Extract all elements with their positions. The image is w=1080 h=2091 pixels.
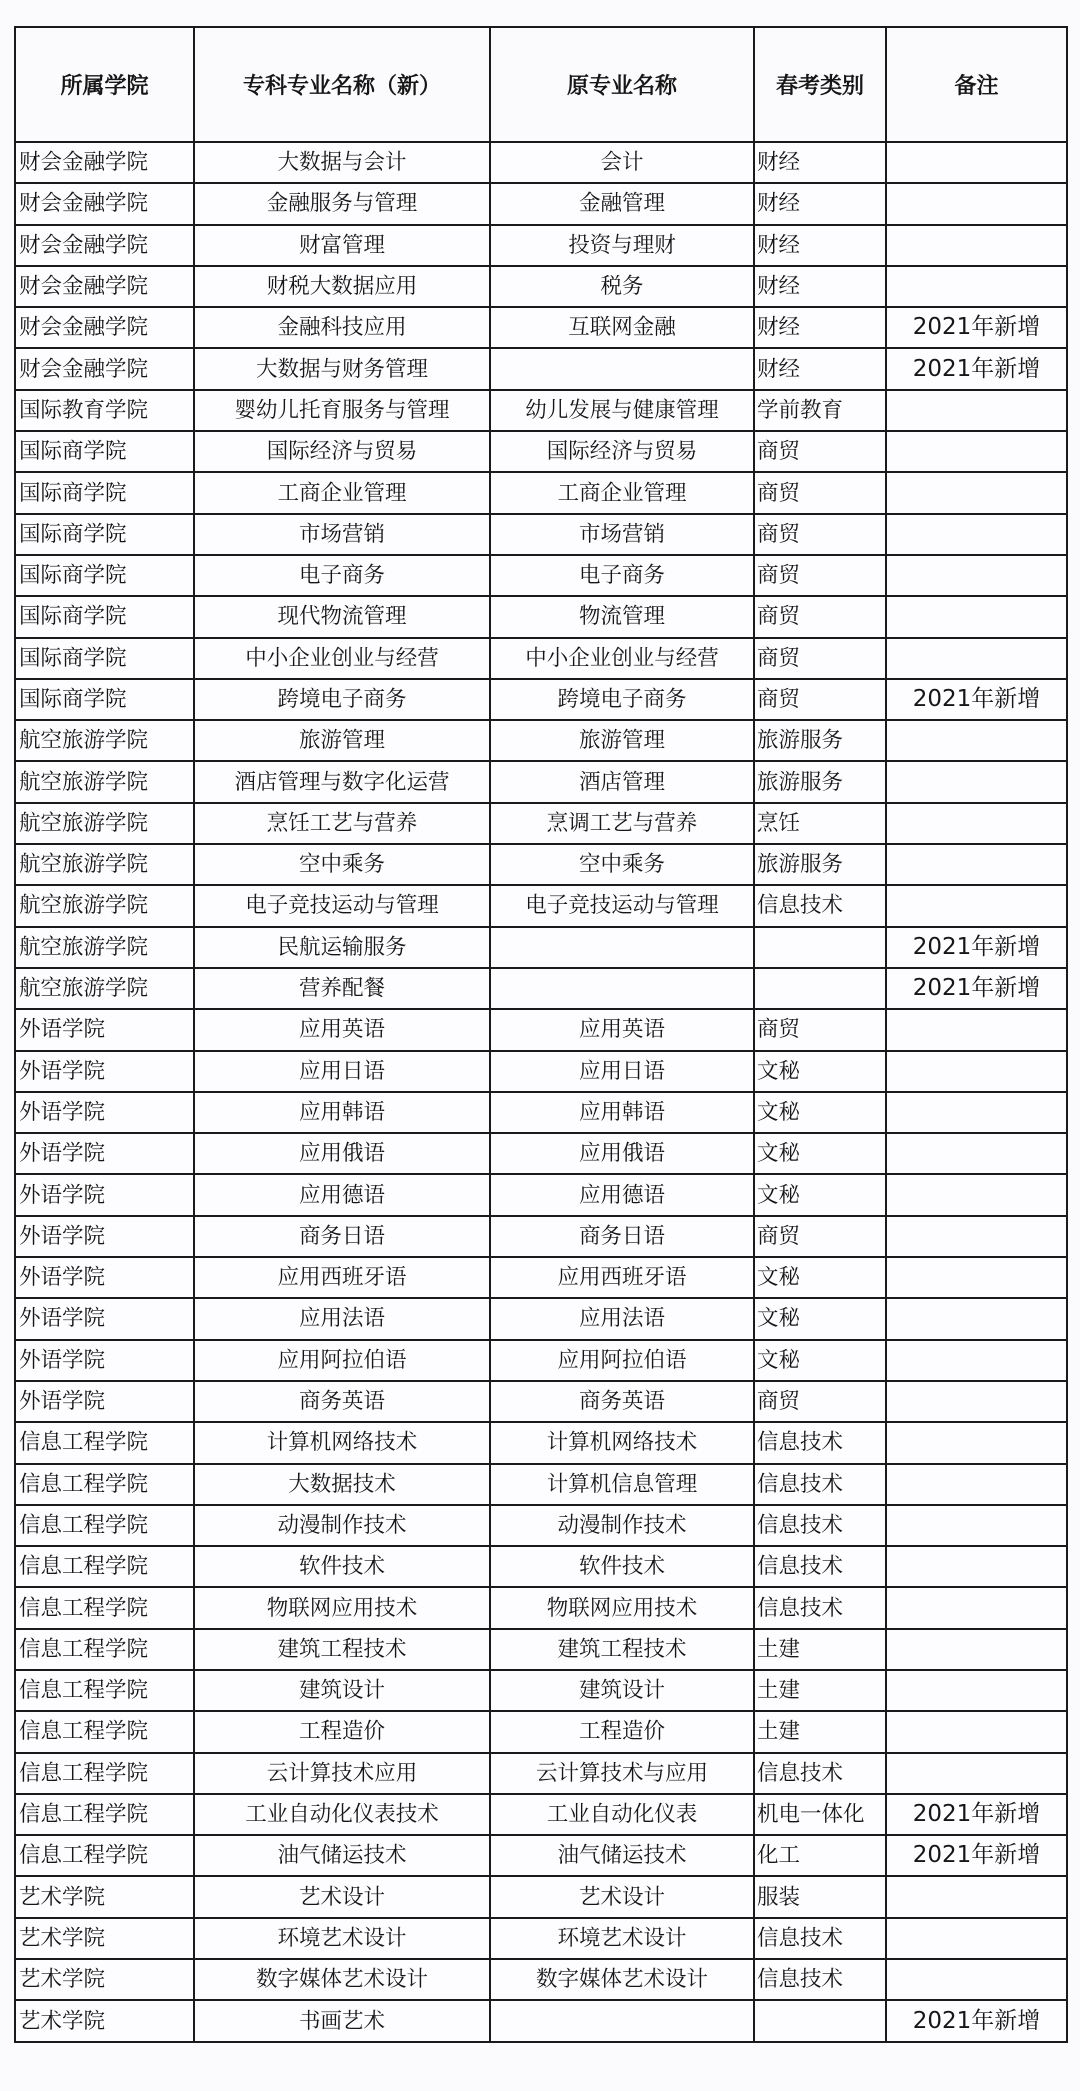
cell-note (886, 720, 1067, 761)
table-row (15, 885, 1067, 926)
cell-old-major: 物联网应用技术 (490, 1587, 754, 1628)
cell-college: 国际商学院 (15, 514, 194, 555)
cell-note (886, 1546, 1067, 1587)
cell-note (886, 266, 1067, 307)
cell-college: 信息工程学院 (15, 1753, 194, 1794)
cell-exam-category: 商贸 (754, 1216, 886, 1257)
table-row (15, 638, 1067, 679)
table-row (15, 1216, 1067, 1257)
cell-college: 外语学院 (15, 1051, 194, 1092)
cell-old-major: 油气储运技术 (490, 1835, 754, 1876)
cell-new-major: 环境艺术设计 (194, 1918, 490, 1959)
cell-exam-category: 商贸 (754, 679, 886, 720)
cell-college: 信息工程学院 (15, 1464, 194, 1505)
table-row (15, 514, 1067, 555)
cell-exam-category: 旅游服务 (754, 844, 886, 885)
cell-exam-category (754, 968, 886, 1009)
table-row (15, 968, 1067, 1009)
table-row (15, 225, 1067, 266)
cell-note (886, 1959, 1067, 2000)
cell-exam-category: 服装 (754, 1876, 886, 1917)
cell-exam-category: 机电一体化 (754, 1794, 886, 1835)
cell-college: 信息工程学院 (15, 1629, 194, 1670)
cell-note (886, 1918, 1067, 1959)
cell-new-major: 烹饪工艺与营养 (194, 803, 490, 844)
table-row (15, 1753, 1067, 1794)
cell-note (886, 555, 1067, 596)
cell-college: 国际商学院 (15, 472, 194, 513)
cell-new-major: 应用韩语 (194, 1092, 490, 1133)
header-old-major: 原专业名称 (490, 27, 754, 142)
cell-new-major: 大数据与会计 (194, 142, 490, 183)
cell-note (886, 1587, 1067, 1628)
cell-exam-category: 旅游服务 (754, 761, 886, 802)
table-row (15, 183, 1067, 224)
cell-college: 信息工程学院 (15, 1835, 194, 1876)
table-row (15, 1711, 1067, 1752)
cell-new-major: 财税大数据应用 (194, 266, 490, 307)
cell-college: 信息工程学院 (15, 1546, 194, 1587)
cell-note (886, 225, 1067, 266)
table-row (15, 1670, 1067, 1711)
cell-new-major: 民航运输服务 (194, 927, 490, 968)
header-note: 备注 (886, 27, 1067, 142)
cell-old-major: 软件技术 (490, 1546, 754, 1587)
cell-new-major: 市场营销 (194, 514, 490, 555)
cell-exam-category: 信息技术 (754, 1918, 886, 1959)
cell-new-major: 工业自动化仪表技术 (194, 1794, 490, 1835)
table-row (15, 1629, 1067, 1670)
cell-new-major: 中小企业创业与经营 (194, 638, 490, 679)
cell-new-major: 空中乘务 (194, 844, 490, 885)
table-row (15, 307, 1067, 348)
cell-old-major: 工业自动化仪表 (490, 1794, 754, 1835)
cell-exam-category: 文秘 (754, 1298, 886, 1339)
cell-new-major: 商务英语 (194, 1381, 490, 1422)
table-row (15, 1794, 1067, 1835)
table-row (15, 927, 1067, 968)
cell-college: 外语学院 (15, 1092, 194, 1133)
cell-old-major: 应用德语 (490, 1174, 754, 1215)
cell-exam-category: 商贸 (754, 638, 886, 679)
cell-old-major: 应用韩语 (490, 1092, 754, 1133)
cell-college: 航空旅游学院 (15, 720, 194, 761)
cell-exam-category: 商贸 (754, 472, 886, 513)
cell-exam-category: 土建 (754, 1629, 886, 1670)
table-row (15, 1009, 1067, 1050)
header-new-major: 专科专业名称（新） (194, 27, 490, 142)
cell-old-major: 跨境电子商务 (490, 679, 754, 720)
cell-old-major: 旅游管理 (490, 720, 754, 761)
cell-college: 航空旅游学院 (15, 761, 194, 802)
table-row (15, 1587, 1067, 1628)
table-row (15, 390, 1067, 431)
cell-note (886, 472, 1067, 513)
cell-college: 国际教育学院 (15, 390, 194, 431)
cell-old-major: 计算机网络技术 (490, 1422, 754, 1463)
cell-note (886, 638, 1067, 679)
cell-note (886, 1505, 1067, 1546)
cell-college: 财会金融学院 (15, 348, 194, 389)
cell-old-major: 应用法语 (490, 1298, 754, 1339)
table-row (15, 596, 1067, 637)
cell-exam-category: 信息技术 (754, 885, 886, 926)
cell-old-major: 烹调工艺与营养 (490, 803, 754, 844)
cell-note (886, 1051, 1067, 1092)
cell-old-major: 幼儿发展与健康管理 (490, 390, 754, 431)
cell-college: 信息工程学院 (15, 1422, 194, 1463)
cell-new-major: 旅游管理 (194, 720, 490, 761)
table-row (15, 679, 1067, 720)
cell-college: 外语学院 (15, 1216, 194, 1257)
cell-old-major: 金融管理 (490, 183, 754, 224)
cell-old-major: 环境艺术设计 (490, 1918, 754, 1959)
cell-college: 航空旅游学院 (15, 968, 194, 1009)
cell-new-major: 应用日语 (194, 1051, 490, 1092)
cell-exam-category (754, 2000, 886, 2041)
cell-college: 信息工程学院 (15, 1794, 194, 1835)
cell-new-major: 现代物流管理 (194, 596, 490, 637)
cell-exam-category: 文秘 (754, 1133, 886, 1174)
cell-new-major: 数字媒体艺术设计 (194, 1959, 490, 2000)
cell-note (886, 1629, 1067, 1670)
cell-exam-category: 财经 (754, 307, 886, 348)
cell-college: 财会金融学院 (15, 183, 194, 224)
cell-note (886, 1174, 1067, 1215)
cell-exam-category (754, 927, 886, 968)
cell-old-major: 应用英语 (490, 1009, 754, 1050)
cell-note (886, 1257, 1067, 1298)
cell-college: 艺术学院 (15, 1959, 194, 2000)
table-row (15, 1174, 1067, 1215)
cell-exam-category: 学前教育 (754, 390, 886, 431)
table-row (15, 1298, 1067, 1339)
table-row (15, 472, 1067, 513)
cell-old-major: 会计 (490, 142, 754, 183)
cell-exam-category: 文秘 (754, 1174, 886, 1215)
cell-college: 航空旅游学院 (15, 927, 194, 968)
header-college: 所属学院 (15, 27, 194, 142)
cell-new-major: 大数据与财务管理 (194, 348, 490, 389)
table-row (15, 1092, 1067, 1133)
cell-exam-category: 文秘 (754, 1257, 886, 1298)
cell-college: 航空旅游学院 (15, 844, 194, 885)
cell-college: 艺术学院 (15, 1876, 194, 1917)
cell-old-major: 数字媒体艺术设计 (490, 1959, 754, 2000)
table-row (15, 1876, 1067, 1917)
majors-table-sheet (14, 26, 1066, 2043)
cell-old-major: 应用阿拉伯语 (490, 1340, 754, 1381)
cell-note (886, 885, 1067, 926)
cell-note: 2021年新增 (886, 348, 1067, 389)
cell-note (886, 142, 1067, 183)
cell-note (886, 1711, 1067, 1752)
cell-new-major: 应用阿拉伯语 (194, 1340, 490, 1381)
cell-exam-category: 商贸 (754, 431, 886, 472)
cell-note: 2021年新增 (886, 307, 1067, 348)
cell-old-major: 动漫制作技术 (490, 1505, 754, 1546)
cell-exam-category: 信息技术 (754, 1422, 886, 1463)
cell-college: 外语学院 (15, 1298, 194, 1339)
cell-note (886, 390, 1067, 431)
cell-exam-category: 文秘 (754, 1340, 886, 1381)
cell-exam-category: 信息技术 (754, 1959, 886, 2000)
cell-new-major: 国际经济与贸易 (194, 431, 490, 472)
cell-exam-category: 财经 (754, 142, 886, 183)
cell-new-major: 应用西班牙语 (194, 1257, 490, 1298)
table-row (15, 1340, 1067, 1381)
cell-new-major: 动漫制作技术 (194, 1505, 490, 1546)
cell-new-major: 电子竞技运动与管理 (194, 885, 490, 926)
cell-note (886, 1753, 1067, 1794)
table-row (15, 431, 1067, 472)
cell-exam-category: 商贸 (754, 1381, 886, 1422)
cell-college: 信息工程学院 (15, 1587, 194, 1628)
table-header-row (15, 27, 1067, 142)
cell-college: 国际商学院 (15, 596, 194, 637)
table-row (15, 1918, 1067, 1959)
cell-exam-category: 信息技术 (754, 1546, 886, 1587)
cell-old-major: 工程造价 (490, 1711, 754, 1752)
cell-old-major: 电子商务 (490, 555, 754, 596)
cell-college: 财会金融学院 (15, 225, 194, 266)
cell-note (886, 1876, 1067, 1917)
cell-college: 国际商学院 (15, 679, 194, 720)
cell-college: 国际商学院 (15, 431, 194, 472)
cell-exam-category: 财经 (754, 348, 886, 389)
cell-exam-category: 财经 (754, 266, 886, 307)
table-row (15, 348, 1067, 389)
cell-note (886, 844, 1067, 885)
cell-old-major: 应用俄语 (490, 1133, 754, 1174)
cell-note (886, 1298, 1067, 1339)
cell-old-major: 互联网金融 (490, 307, 754, 348)
cell-note (886, 514, 1067, 555)
cell-note (886, 1009, 1067, 1050)
cell-old-major: 税务 (490, 266, 754, 307)
cell-note: 2021年新增 (886, 2000, 1067, 2041)
cell-college: 信息工程学院 (15, 1711, 194, 1752)
table-row (15, 1959, 1067, 2000)
cell-college: 艺术学院 (15, 1918, 194, 1959)
cell-college: 外语学院 (15, 1340, 194, 1381)
majors-table (14, 26, 1068, 2043)
table-row (15, 720, 1067, 761)
cell-exam-category: 信息技术 (754, 1587, 886, 1628)
cell-college: 外语学院 (15, 1381, 194, 1422)
cell-old-major: 中小企业创业与经营 (490, 638, 754, 679)
cell-note (886, 1422, 1067, 1463)
table-row (15, 1505, 1067, 1546)
cell-new-major: 婴幼儿托育服务与管理 (194, 390, 490, 431)
cell-new-major: 物联网应用技术 (194, 1587, 490, 1628)
cell-old-major: 建筑设计 (490, 1670, 754, 1711)
cell-note: 2021年新增 (886, 968, 1067, 1009)
cell-exam-category: 商贸 (754, 1009, 886, 1050)
cell-new-major: 跨境电子商务 (194, 679, 490, 720)
cell-new-major: 营养配餐 (194, 968, 490, 1009)
cell-new-major: 酒店管理与数字化运营 (194, 761, 490, 802)
table-row (15, 1257, 1067, 1298)
cell-exam-category: 文秘 (754, 1051, 886, 1092)
cell-note: 2021年新增 (886, 679, 1067, 720)
cell-new-major: 应用德语 (194, 1174, 490, 1215)
header-exam-category: 春考类别 (754, 27, 886, 142)
cell-exam-category: 文秘 (754, 1092, 886, 1133)
cell-old-major: 应用日语 (490, 1051, 754, 1092)
cell-college: 信息工程学院 (15, 1505, 194, 1546)
cell-old-major: 市场营销 (490, 514, 754, 555)
cell-college: 外语学院 (15, 1174, 194, 1215)
cell-exam-category: 商贸 (754, 514, 886, 555)
cell-college: 外语学院 (15, 1009, 194, 1050)
cell-new-major: 书画艺术 (194, 2000, 490, 2041)
cell-note (886, 1216, 1067, 1257)
cell-note (886, 1340, 1067, 1381)
cell-old-major: 应用西班牙语 (490, 1257, 754, 1298)
cell-old-major: 云计算技术与应用 (490, 1753, 754, 1794)
cell-note (886, 803, 1067, 844)
cell-new-major: 云计算技术应用 (194, 1753, 490, 1794)
cell-new-major: 艺术设计 (194, 1876, 490, 1917)
cell-old-major: 商务日语 (490, 1216, 754, 1257)
cell-new-major: 建筑设计 (194, 1670, 490, 1711)
cell-new-major: 财富管理 (194, 225, 490, 266)
cell-college: 国际商学院 (15, 555, 194, 596)
table-row (15, 761, 1067, 802)
cell-exam-category: 信息技术 (754, 1753, 886, 1794)
cell-new-major: 商务日语 (194, 1216, 490, 1257)
cell-note: 2021年新增 (886, 1794, 1067, 1835)
cell-note (886, 761, 1067, 802)
cell-old-major: 酒店管理 (490, 761, 754, 802)
cell-note (886, 1670, 1067, 1711)
cell-old-major (490, 2000, 754, 2041)
cell-old-major: 空中乘务 (490, 844, 754, 885)
cell-exam-category: 土建 (754, 1670, 886, 1711)
cell-note: 2021年新增 (886, 927, 1067, 968)
cell-new-major: 大数据技术 (194, 1464, 490, 1505)
cell-old-major: 工商企业管理 (490, 472, 754, 513)
cell-new-major: 应用法语 (194, 1298, 490, 1339)
cell-old-major: 商务英语 (490, 1381, 754, 1422)
cell-new-major: 工商企业管理 (194, 472, 490, 513)
cell-new-major: 应用英语 (194, 1009, 490, 1050)
cell-old-major: 物流管理 (490, 596, 754, 637)
cell-note (886, 596, 1067, 637)
cell-new-major: 工程造价 (194, 1711, 490, 1752)
table-body (15, 142, 1067, 2042)
cell-note (886, 1092, 1067, 1133)
cell-old-major: 计算机信息管理 (490, 1464, 754, 1505)
cell-exam-category: 烹饪 (754, 803, 886, 844)
cell-college: 航空旅游学院 (15, 803, 194, 844)
table-row (15, 1133, 1067, 1174)
table-row (15, 555, 1067, 596)
cell-exam-category: 旅游服务 (754, 720, 886, 761)
cell-college: 财会金融学院 (15, 266, 194, 307)
cell-old-major: 艺术设计 (490, 1876, 754, 1917)
table-row (15, 803, 1067, 844)
table-row (15, 1422, 1067, 1463)
cell-new-major: 建筑工程技术 (194, 1629, 490, 1670)
cell-college: 外语学院 (15, 1257, 194, 1298)
cell-college: 财会金融学院 (15, 142, 194, 183)
cell-exam-category: 化工 (754, 1835, 886, 1876)
table-row (15, 1546, 1067, 1587)
cell-old-major (490, 927, 754, 968)
cell-old-major (490, 968, 754, 1009)
table-row (15, 1464, 1067, 1505)
cell-new-major: 油气储运技术 (194, 1835, 490, 1876)
cell-college: 航空旅游学院 (15, 885, 194, 926)
cell-exam-category: 商贸 (754, 596, 886, 637)
cell-college: 财会金融学院 (15, 307, 194, 348)
cell-new-major: 电子商务 (194, 555, 490, 596)
cell-new-major: 应用俄语 (194, 1133, 490, 1174)
cell-exam-category: 信息技术 (754, 1464, 886, 1505)
table-row (15, 1835, 1067, 1876)
cell-college: 艺术学院 (15, 2000, 194, 2041)
cell-old-major: 建筑工程技术 (490, 1629, 754, 1670)
cell-old-major: 电子竞技运动与管理 (490, 885, 754, 926)
cell-college: 信息工程学院 (15, 1670, 194, 1711)
cell-old-major (490, 348, 754, 389)
table-row (15, 142, 1067, 183)
cell-new-major: 软件技术 (194, 1546, 490, 1587)
cell-note (886, 431, 1067, 472)
cell-exam-category: 财经 (754, 225, 886, 266)
cell-note (886, 183, 1067, 224)
cell-exam-category: 财经 (754, 183, 886, 224)
cell-new-major: 金融服务与管理 (194, 183, 490, 224)
cell-new-major: 计算机网络技术 (194, 1422, 490, 1463)
cell-old-major: 国际经济与贸易 (490, 431, 754, 472)
table-row (15, 1051, 1067, 1092)
table-row (15, 844, 1067, 885)
cell-college: 外语学院 (15, 1133, 194, 1174)
cell-old-major: 投资与理财 (490, 225, 754, 266)
cell-note: 2021年新增 (886, 1835, 1067, 1876)
cell-note (886, 1381, 1067, 1422)
cell-new-major: 金融科技应用 (194, 307, 490, 348)
cell-note (886, 1133, 1067, 1174)
cell-note (886, 1464, 1067, 1505)
cell-exam-category: 土建 (754, 1711, 886, 1752)
table-row (15, 1381, 1067, 1422)
cell-exam-category: 商贸 (754, 555, 886, 596)
table-row (15, 2000, 1067, 2041)
cell-college: 国际商学院 (15, 638, 194, 679)
table-row (15, 266, 1067, 307)
cell-exam-category: 信息技术 (754, 1505, 886, 1546)
